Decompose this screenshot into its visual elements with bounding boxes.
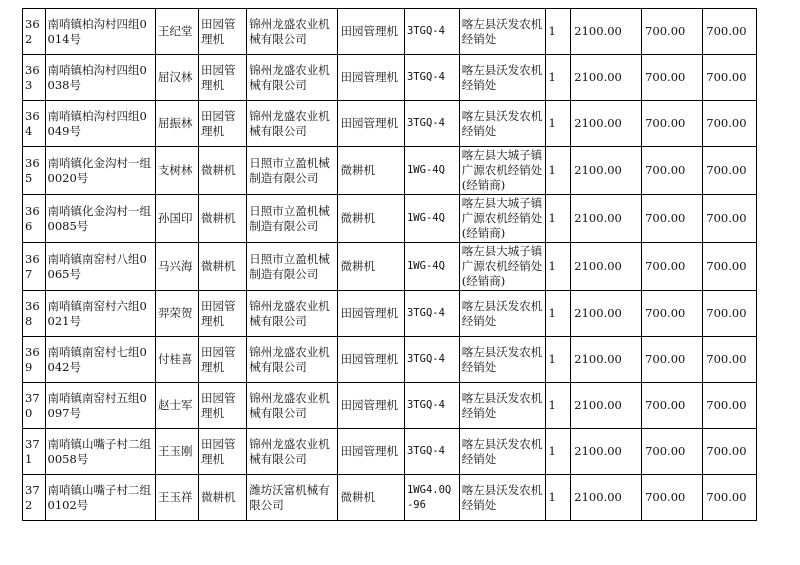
machine-category-cell: 田园管理机 <box>198 101 246 147</box>
owner-name-cell: 孙国印 <box>156 195 199 243</box>
price-cell: 2100.00 <box>571 9 642 55</box>
model-cell: 1WG-4Q <box>404 243 459 291</box>
row-number: 370 <box>23 383 46 429</box>
dealer-cell: 喀左县沃发农机经销处 <box>459 383 545 429</box>
model-cell: 3TGQ-4 <box>404 383 459 429</box>
table-row <box>23 9 757 55</box>
price-cell: 2100.00 <box>571 291 642 337</box>
owner-name-cell: 羿荣贺 <box>156 291 199 337</box>
dealer-cell: 喀左县沃发农机经销处 <box>459 9 545 55</box>
model-cell: 3TGQ-4 <box>404 337 459 383</box>
subsidy-table <box>22 8 757 521</box>
price-cell: 2100.00 <box>571 101 642 147</box>
model-cell: 3TGQ-4 <box>404 429 459 475</box>
subsidy-total-cell: 700.00 <box>703 383 757 429</box>
machine-category-cell: 微耕机 <box>198 195 246 243</box>
address-cell: 南哨镇南窑村七组0042号 <box>45 337 156 383</box>
machine-category-cell: 田园管理机 <box>198 383 246 429</box>
model-cell: 1WG-4Q <box>404 147 459 195</box>
price-cell: 2100.00 <box>571 195 642 243</box>
quantity-cell: 1 <box>545 429 571 475</box>
subsidy-cell: 700.00 <box>642 337 703 383</box>
subsidy-total-cell: 700.00 <box>703 243 757 291</box>
quantity-cell: 1 <box>545 195 571 243</box>
price-cell: 2100.00 <box>571 383 642 429</box>
machine-category-cell: 田园管理机 <box>198 291 246 337</box>
model-cell: 3TGQ-4 <box>404 291 459 337</box>
subsidy-total-cell: 700.00 <box>703 195 757 243</box>
product-name-cell: 田园管理机 <box>338 291 405 337</box>
owner-name-cell: 付桂喜 <box>156 337 199 383</box>
row-number: 365 <box>23 147 46 195</box>
machine-category-cell: 微耕机 <box>198 147 246 195</box>
machine-category-cell: 微耕机 <box>198 475 246 521</box>
subsidy-total-cell: 700.00 <box>703 55 757 101</box>
machine-category-cell: 田园管理机 <box>198 9 246 55</box>
product-name-cell: 田园管理机 <box>338 101 405 147</box>
product-name-cell: 田园管理机 <box>338 55 405 101</box>
subsidy-cell: 700.00 <box>642 101 703 147</box>
manufacturer-cell: 锦州龙盛农业机械有限公司 <box>247 383 338 429</box>
quantity-cell: 1 <box>545 9 571 55</box>
dealer-cell: 喀左县大城子镇广源农机经销处(经销商) <box>459 195 545 243</box>
address-cell: 南哨镇山嘴子村二组0058号 <box>45 429 156 475</box>
table-row <box>23 337 757 383</box>
subsidy-cell: 700.00 <box>642 429 703 475</box>
subsidy-cell: 700.00 <box>642 475 703 521</box>
machine-category-cell: 田园管理机 <box>198 55 246 101</box>
manufacturer-cell: 锦州龙盛农业机械有限公司 <box>247 55 338 101</box>
owner-name-cell: 王玉祥 <box>156 475 199 521</box>
row-number: 364 <box>23 101 46 147</box>
model-cell: 3TGQ-4 <box>404 101 459 147</box>
quantity-cell: 1 <box>545 337 571 383</box>
owner-name-cell: 赵士军 <box>156 383 199 429</box>
dealer-cell: 喀左县沃发农机经销处 <box>459 101 545 147</box>
row-number: 367 <box>23 243 46 291</box>
price-cell: 2100.00 <box>571 429 642 475</box>
price-cell: 2100.00 <box>571 475 642 521</box>
subsidy-cell: 700.00 <box>642 383 703 429</box>
quantity-cell: 1 <box>545 147 571 195</box>
subsidy-cell: 700.00 <box>642 147 703 195</box>
subsidy-cell: 700.00 <box>642 195 703 243</box>
price-cell: 2100.00 <box>571 337 642 383</box>
dealer-cell: 喀左县沃发农机经销处 <box>459 291 545 337</box>
subsidy-total-cell: 700.00 <box>703 147 757 195</box>
manufacturer-cell: 锦州龙盛农业机械有限公司 <box>247 101 338 147</box>
product-name-cell: 田园管理机 <box>338 383 405 429</box>
price-cell: 2100.00 <box>571 147 642 195</box>
quantity-cell: 1 <box>545 243 571 291</box>
table-row <box>23 475 757 521</box>
row-number: 362 <box>23 9 46 55</box>
dealer-cell: 喀左县沃发农机经销处 <box>459 337 545 383</box>
address-cell: 南哨镇柏沟村四组0014号 <box>45 9 156 55</box>
address-cell: 南哨镇南窑村五组0097号 <box>45 383 156 429</box>
table-row <box>23 383 757 429</box>
manufacturer-cell: 日照市立盈机械制造有限公司 <box>247 243 338 291</box>
quantity-cell: 1 <box>545 101 571 147</box>
price-cell: 2100.00 <box>571 55 642 101</box>
subsidy-cell: 700.00 <box>642 243 703 291</box>
table-row <box>23 147 757 195</box>
quantity-cell: 1 <box>545 383 571 429</box>
owner-name-cell: 屈振林 <box>156 101 199 147</box>
manufacturer-cell: 日照市立盈机械制造有限公司 <box>247 147 338 195</box>
address-cell: 南哨镇化金沟村一组0020号 <box>45 147 156 195</box>
table-row <box>23 291 757 337</box>
subsidy-total-cell: 700.00 <box>703 291 757 337</box>
manufacturer-cell: 锦州龙盛农业机械有限公司 <box>247 337 338 383</box>
price-cell: 2100.00 <box>571 243 642 291</box>
owner-name-cell: 王玉刚 <box>156 429 199 475</box>
manufacturer-cell: 锦州龙盛农业机械有限公司 <box>247 429 338 475</box>
product-name-cell: 田园管理机 <box>338 429 405 475</box>
quantity-cell: 1 <box>545 291 571 337</box>
manufacturer-cell: 日照市立盈机械制造有限公司 <box>247 195 338 243</box>
address-cell: 南哨镇柏沟村四组0038号 <box>45 55 156 101</box>
product-name-cell: 田园管理机 <box>338 9 405 55</box>
subsidy-total-cell: 700.00 <box>703 337 757 383</box>
row-number: 366 <box>23 195 46 243</box>
product-name-cell: 田园管理机 <box>338 337 405 383</box>
model-cell: 1WG-4Q <box>404 195 459 243</box>
subsidy-cell: 700.00 <box>642 9 703 55</box>
product-name-cell: 微耕机 <box>338 195 405 243</box>
machine-category-cell: 田园管理机 <box>198 429 246 475</box>
model-cell: 1WG4.0Q-96 <box>404 475 459 521</box>
dealer-cell: 喀左县大城子镇广源农机经销处(经销商) <box>459 147 545 195</box>
subsidy-cell: 700.00 <box>642 55 703 101</box>
address-cell: 南哨镇山嘴子村二组0102号 <box>45 475 156 521</box>
machine-category-cell: 微耕机 <box>198 243 246 291</box>
address-cell: 南哨镇化金沟村一组0085号 <box>45 195 156 243</box>
manufacturer-cell: 锦州龙盛农业机械有限公司 <box>247 9 338 55</box>
dealer-cell: 喀左县大城子镇广源农机经销处(经销商) <box>459 243 545 291</box>
address-cell: 南哨镇南窑村六组0021号 <box>45 291 156 337</box>
table-row <box>23 55 757 101</box>
subsidy-total-cell: 700.00 <box>703 429 757 475</box>
row-number: 363 <box>23 55 46 101</box>
table-row <box>23 101 757 147</box>
dealer-cell: 喀左县沃发农机经销处 <box>459 55 545 101</box>
owner-name-cell: 支树林 <box>156 147 199 195</box>
product-name-cell: 微耕机 <box>338 147 405 195</box>
subsidy-total-cell: 700.00 <box>703 101 757 147</box>
model-cell: 3TGQ-4 <box>404 55 459 101</box>
manufacturer-cell: 锦州龙盛农业机械有限公司 <box>247 291 338 337</box>
subsidy-cell: 700.00 <box>642 291 703 337</box>
model-cell: 3TGQ-4 <box>404 9 459 55</box>
subsidy-total-cell: 700.00 <box>703 475 757 521</box>
table-row <box>23 243 757 291</box>
address-cell: 南哨镇柏沟村四组0049号 <box>45 101 156 147</box>
quantity-cell: 1 <box>545 55 571 101</box>
row-number: 369 <box>23 337 46 383</box>
product-name-cell: 微耕机 <box>338 243 405 291</box>
machine-category-cell: 田园管理机 <box>198 337 246 383</box>
quantity-cell: 1 <box>545 475 571 521</box>
owner-name-cell: 屈汉林 <box>156 55 199 101</box>
owner-name-cell: 王纪堂 <box>156 9 199 55</box>
dealer-cell: 喀左县沃发农机经销处 <box>459 475 545 521</box>
row-number: 371 <box>23 429 46 475</box>
product-name-cell: 微耕机 <box>338 475 405 521</box>
row-number: 368 <box>23 291 46 337</box>
subsidy-total-cell: 700.00 <box>703 9 757 55</box>
address-cell: 南哨镇南窑村八组0065号 <box>45 243 156 291</box>
table-row <box>23 429 757 475</box>
owner-name-cell: 马兴海 <box>156 243 199 291</box>
dealer-cell: 喀左县沃发农机经销处 <box>459 429 545 475</box>
row-number: 372 <box>23 475 46 521</box>
table-row <box>23 195 757 243</box>
manufacturer-cell: 潍坊沃富机械有限公司 <box>247 475 338 521</box>
